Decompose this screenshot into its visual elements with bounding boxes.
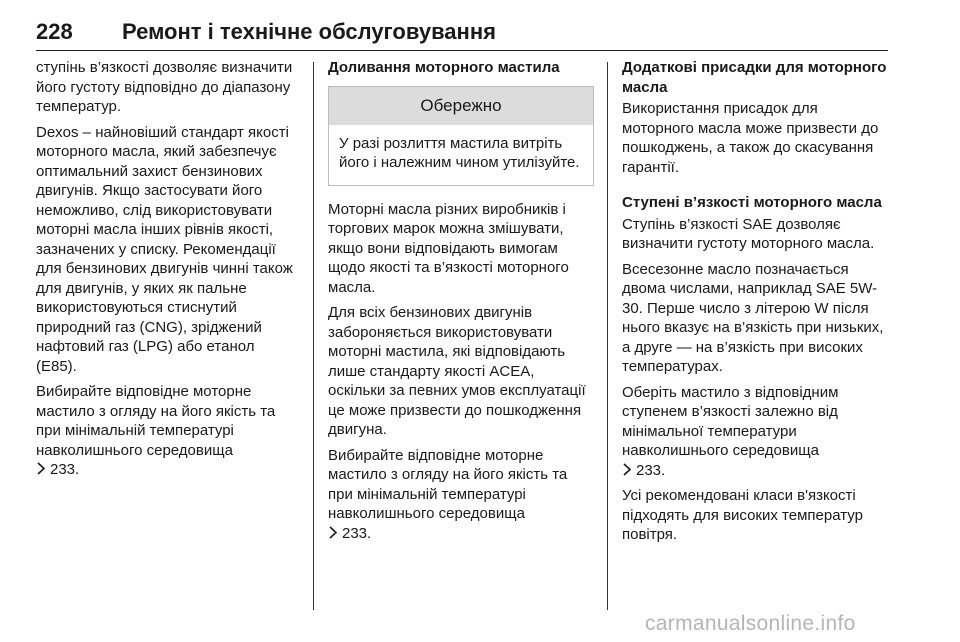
paragraph: Моторні масла різних виробників і торгових марок можна змішувати, якщо вони відповідають вимогам щодо якості та в’язкості моторного масла. (328, 200, 569, 296)
page-reference-link[interactable]: 233. (50, 461, 80, 478)
header-divider (36, 50, 888, 51)
page-reference-arrow-icon (328, 526, 338, 539)
column-2 (328, 58, 594, 549)
page-number: 228 (36, 19, 73, 44)
page-title: Ремонт і технічне обслуговування (122, 19, 496, 44)
paragraph: ступінь в’язкості дозволяє визначити його густоту відповідно до діапазону температур. (36, 59, 293, 115)
column-divider (313, 62, 314, 610)
column-divider (607, 62, 608, 610)
paragraph (36, 382, 298, 480)
caution-box (328, 86, 594, 186)
section-heading: Доливання моторного мастила (328, 59, 560, 76)
page-reference-arrow-icon (36, 462, 46, 475)
paragraph-text: Оберіть мастило з відповідним ступенем в’язкості залежно від мінімальної температури навколишнього середовища (622, 383, 839, 459)
caution-text: У разі розлиття мастила витріть його і належним чином утилізуйте. (339, 134, 580, 171)
paragraph: Усі рекомендовані класи в'язкості підходять для високих температур повітря. (622, 487, 863, 543)
paragraph: Всесезонне масло позначається двома числами, наприклад SAE 5W-30. Перше число з літерою W після нього вказує на в’язкість при низьких, а друге — на в’язкість при високих температурах. (622, 260, 884, 375)
paragraph-text: Вибирайте відповідне моторне мастило з огляду на його якість та при мінімальній температурі навколишнього середовища (36, 383, 276, 459)
paragraph (622, 383, 888, 481)
paragraph: Ступінь в’язкості SAE дозволяє визначити густоту моторного масла. (622, 215, 875, 252)
paragraph: Для всіх бензинових двигунів забороняється використовувати моторні мастила, які відповідають лише стандарту якості ACEA, оскільки за певних умов експлуатації це може призвести до пошкодження двигуна. (328, 304, 586, 438)
section-heading: Додаткові присадки для моторного масла (622, 59, 887, 96)
page-reference-arrow-icon (622, 463, 632, 476)
paragraph-text: Вибирайте відповідне моторне мастило з огляду на його якість та при мінімальній температурі навколишнього середовища (328, 446, 568, 522)
caution-title: Обережно (329, 87, 593, 125)
page-header (36, 18, 888, 50)
paragraph: Dexos – найновіший стандарт якості моторного масла, який забезпечує оптимальний захист бензинових двигунів. Якщо застосувати його неможливо, слід використовувати моторні масла інших рівнів якості, зазначених у списку. Рекомендації для бензинових двигунів чинні також для двигунів, у яких як пальне використовуються стиснутий природний газ (CNG), зріджений нафтовий газ (LPG) або етанол (E85). (36, 123, 293, 375)
page-reference-link[interactable]: 233. (342, 524, 372, 542)
watermark: carmanualsonline.info (645, 612, 856, 635)
paragraph (328, 446, 594, 544)
page-reference-link[interactable]: 233. (636, 461, 666, 479)
column-1 (36, 58, 298, 486)
paragraph: Використання присадок для моторного масла може призвести до пошкоджень, а також до скасування гарантії. (622, 100, 879, 176)
column-3 (622, 58, 888, 551)
section-heading: Ступені в’язкості моторного масла (622, 194, 882, 211)
